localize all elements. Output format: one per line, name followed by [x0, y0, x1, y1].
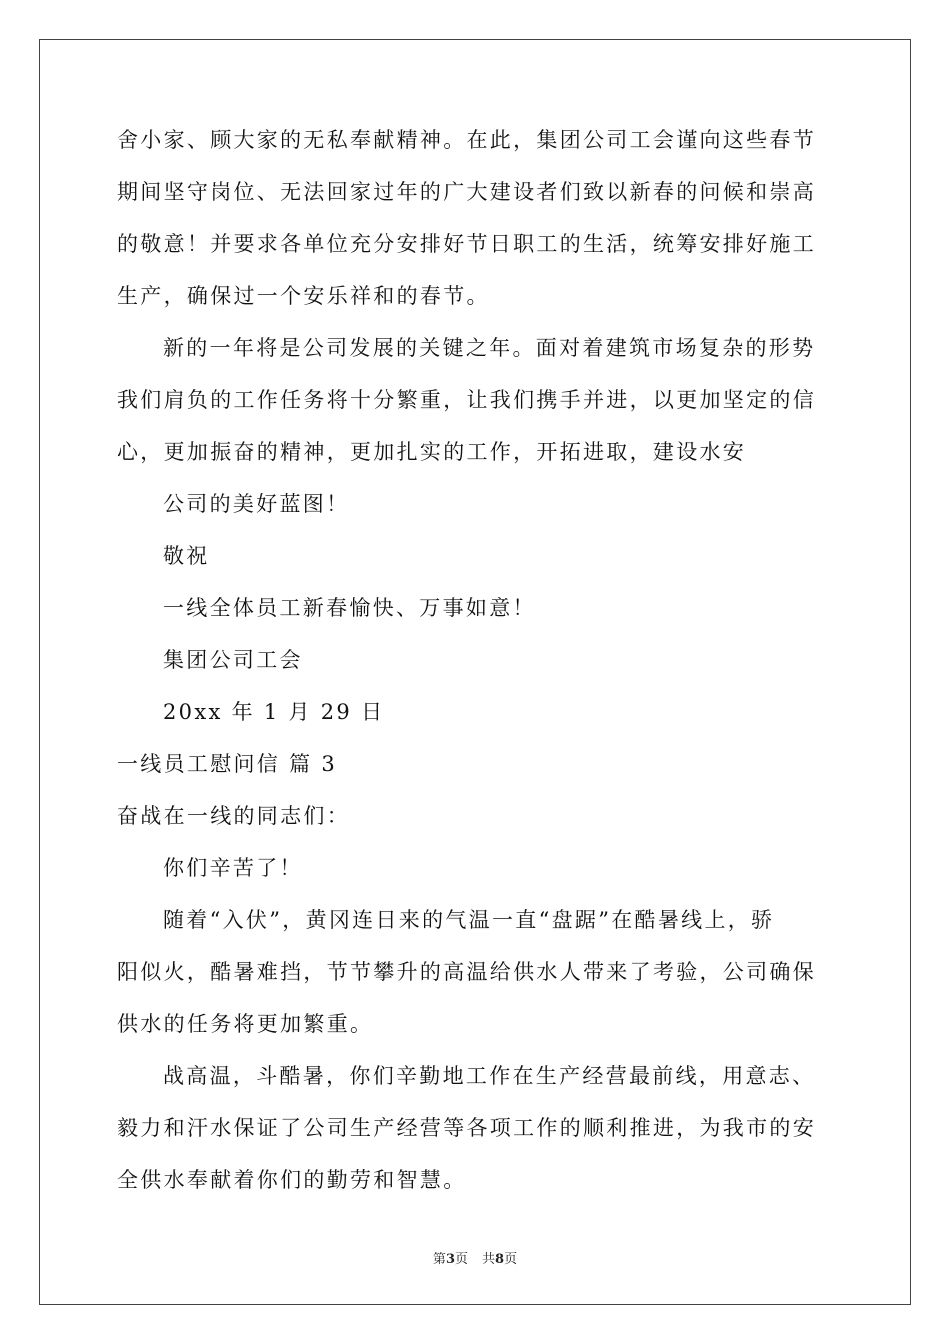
total-suffix: 页: [504, 1252, 518, 1267]
paragraph-line: 战高温，斗酷暑，你们辛勤地工作在生产经营最前线，用意志、: [163, 1064, 816, 1088]
page-prefix: 第: [432, 1252, 446, 1267]
salutation: 敬祝: [163, 544, 210, 568]
wishes-line: 一线全体员工新春愉快、万事如意！: [163, 596, 536, 620]
total-prefix: 共: [482, 1252, 496, 1267]
document-body: [117, 124, 837, 1196]
paragraph-line: 新的一年将是公司发展的关键之年。面对着建筑市场复杂的形势: [163, 336, 816, 360]
paragraph-line: 生产，确保过一个安乐祥和的春节。: [117, 284, 490, 308]
paragraph-line: 的敬意！并要求各单位充分安排好节日职工的生活，统筹安排好施工: [117, 232, 816, 256]
paragraph-line: 公司的美好蓝图！: [163, 492, 350, 516]
page-suffix: 页: [454, 1252, 468, 1267]
paragraph-line: 我们肩负的工作任务将十分繁重，让我们携手并进，以更加坚定的信: [117, 388, 816, 412]
paragraph-line: 阳似火，酷暑难挡，节节攀升的高温给供水人带来了考验，公司确保: [117, 960, 816, 984]
paragraph-line: 期间坚守岗位、无法回家过年的广大建设者们致以新春的问候和崇高: [117, 180, 816, 204]
signature-org: 集团公司工会: [163, 648, 303, 672]
paragraph-line: 供水的任务将更加繁重。: [117, 1012, 374, 1036]
page-number: 3: [445, 1252, 455, 1267]
greeting: 奋战在一线的同志们：: [117, 804, 350, 828]
paragraph-line: 毅力和汗水保证了公司生产经营等各项工作的顺利推进，为我市的安: [117, 1116, 816, 1140]
paragraph-line: 随着“入伏”，黄冈连日来的气温一直“盘踞”在酷暑线上，骄: [163, 908, 775, 932]
paragraph-line: 心，更加振奋的精神，更加扎实的工作，开拓进取，建设水安: [117, 440, 747, 464]
paragraph-line: 舍小家、顾大家的无私奉献精神。在此，集团公司工会谨向这些春节: [117, 128, 816, 152]
paragraph-line: 全供水奉献着你们的勤劳和智慧。: [117, 1168, 467, 1192]
total-pages: 8: [495, 1252, 505, 1267]
signature-date: 20xx 年 1 月 29 日: [163, 700, 385, 724]
page-footer: [0, 1248, 950, 1267]
paragraph-line: 你们辛苦了！: [163, 856, 303, 880]
section-heading: 一线员工慰问信 篇 3: [117, 752, 338, 776]
